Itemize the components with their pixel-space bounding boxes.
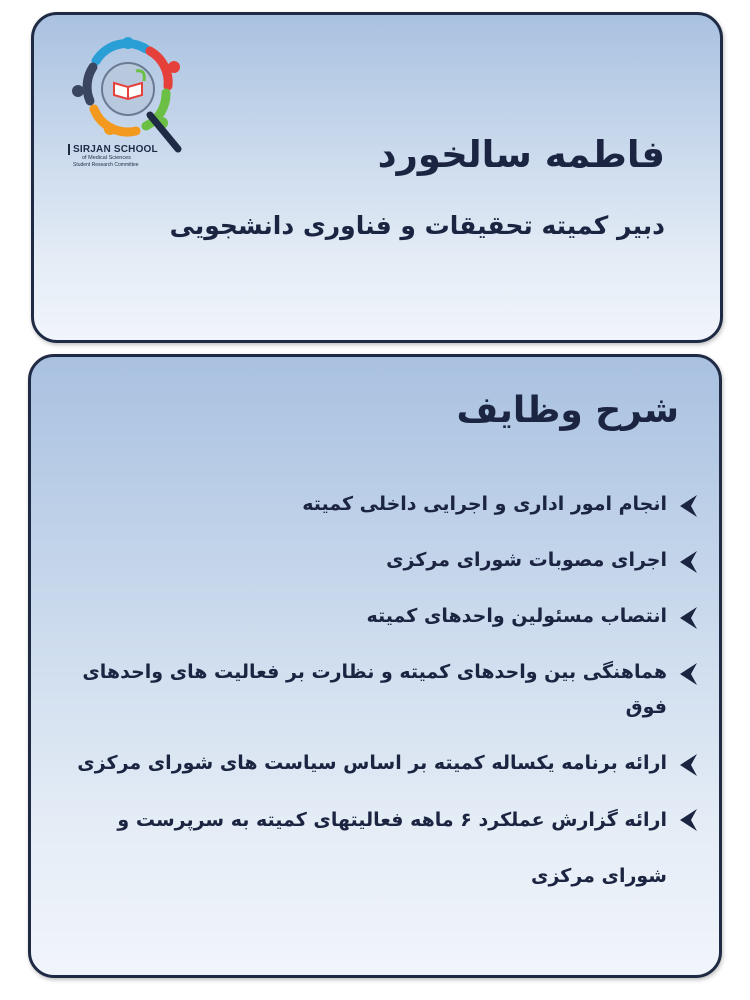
duties-card xyxy=(28,354,722,978)
duty-item xyxy=(59,599,699,634)
profile-card xyxy=(31,12,723,343)
duty-list xyxy=(59,487,699,925)
logo-subtitle: of Medical Sciences xyxy=(82,155,131,161)
duties-title: شرح وظایف xyxy=(456,390,679,431)
duty-text: انتصاب مسئولین واحدهای کمیته xyxy=(366,605,667,627)
profile-role: دبیر کمیته تحقیقات و فناوری دانشجویی xyxy=(169,211,665,240)
duty-text: انجام امور اداری و اجرایی داخلی کمیته xyxy=(302,493,667,515)
duty-item xyxy=(59,543,699,578)
chevron-left-icon xyxy=(677,661,699,687)
duty-item xyxy=(59,792,699,904)
chevron-left-icon xyxy=(677,549,699,575)
duty-text: ارائه گزارش عملکرد ۶ ماهه فعالیتهای کمیته به سرپرست و شورای مرکزی xyxy=(117,809,667,887)
profile-name: فاطمه سالخورد xyxy=(377,133,665,176)
logo-committee: Student Research Committee xyxy=(73,162,139,168)
duty-text: هماهنگی بین واحدهای کمیته و نظارت بر فعالیت های واحدهای فوق xyxy=(82,661,667,718)
logo-text xyxy=(68,144,178,169)
duty-item xyxy=(59,746,699,781)
chevron-left-icon xyxy=(677,752,699,778)
chevron-left-icon xyxy=(677,807,699,833)
logo-school-name: SIRJAN SCHOOL xyxy=(68,144,178,155)
chevron-left-icon xyxy=(677,493,699,519)
duty-text: اجرای مصوبات شورای مرکزی xyxy=(386,549,667,571)
duty-text: ارائه برنامه یکساله کمیته بر اساس سیاست های شورای مرکزی xyxy=(77,752,667,774)
duty-item xyxy=(59,487,699,522)
chevron-left-icon xyxy=(677,605,699,631)
duty-item xyxy=(59,655,699,725)
